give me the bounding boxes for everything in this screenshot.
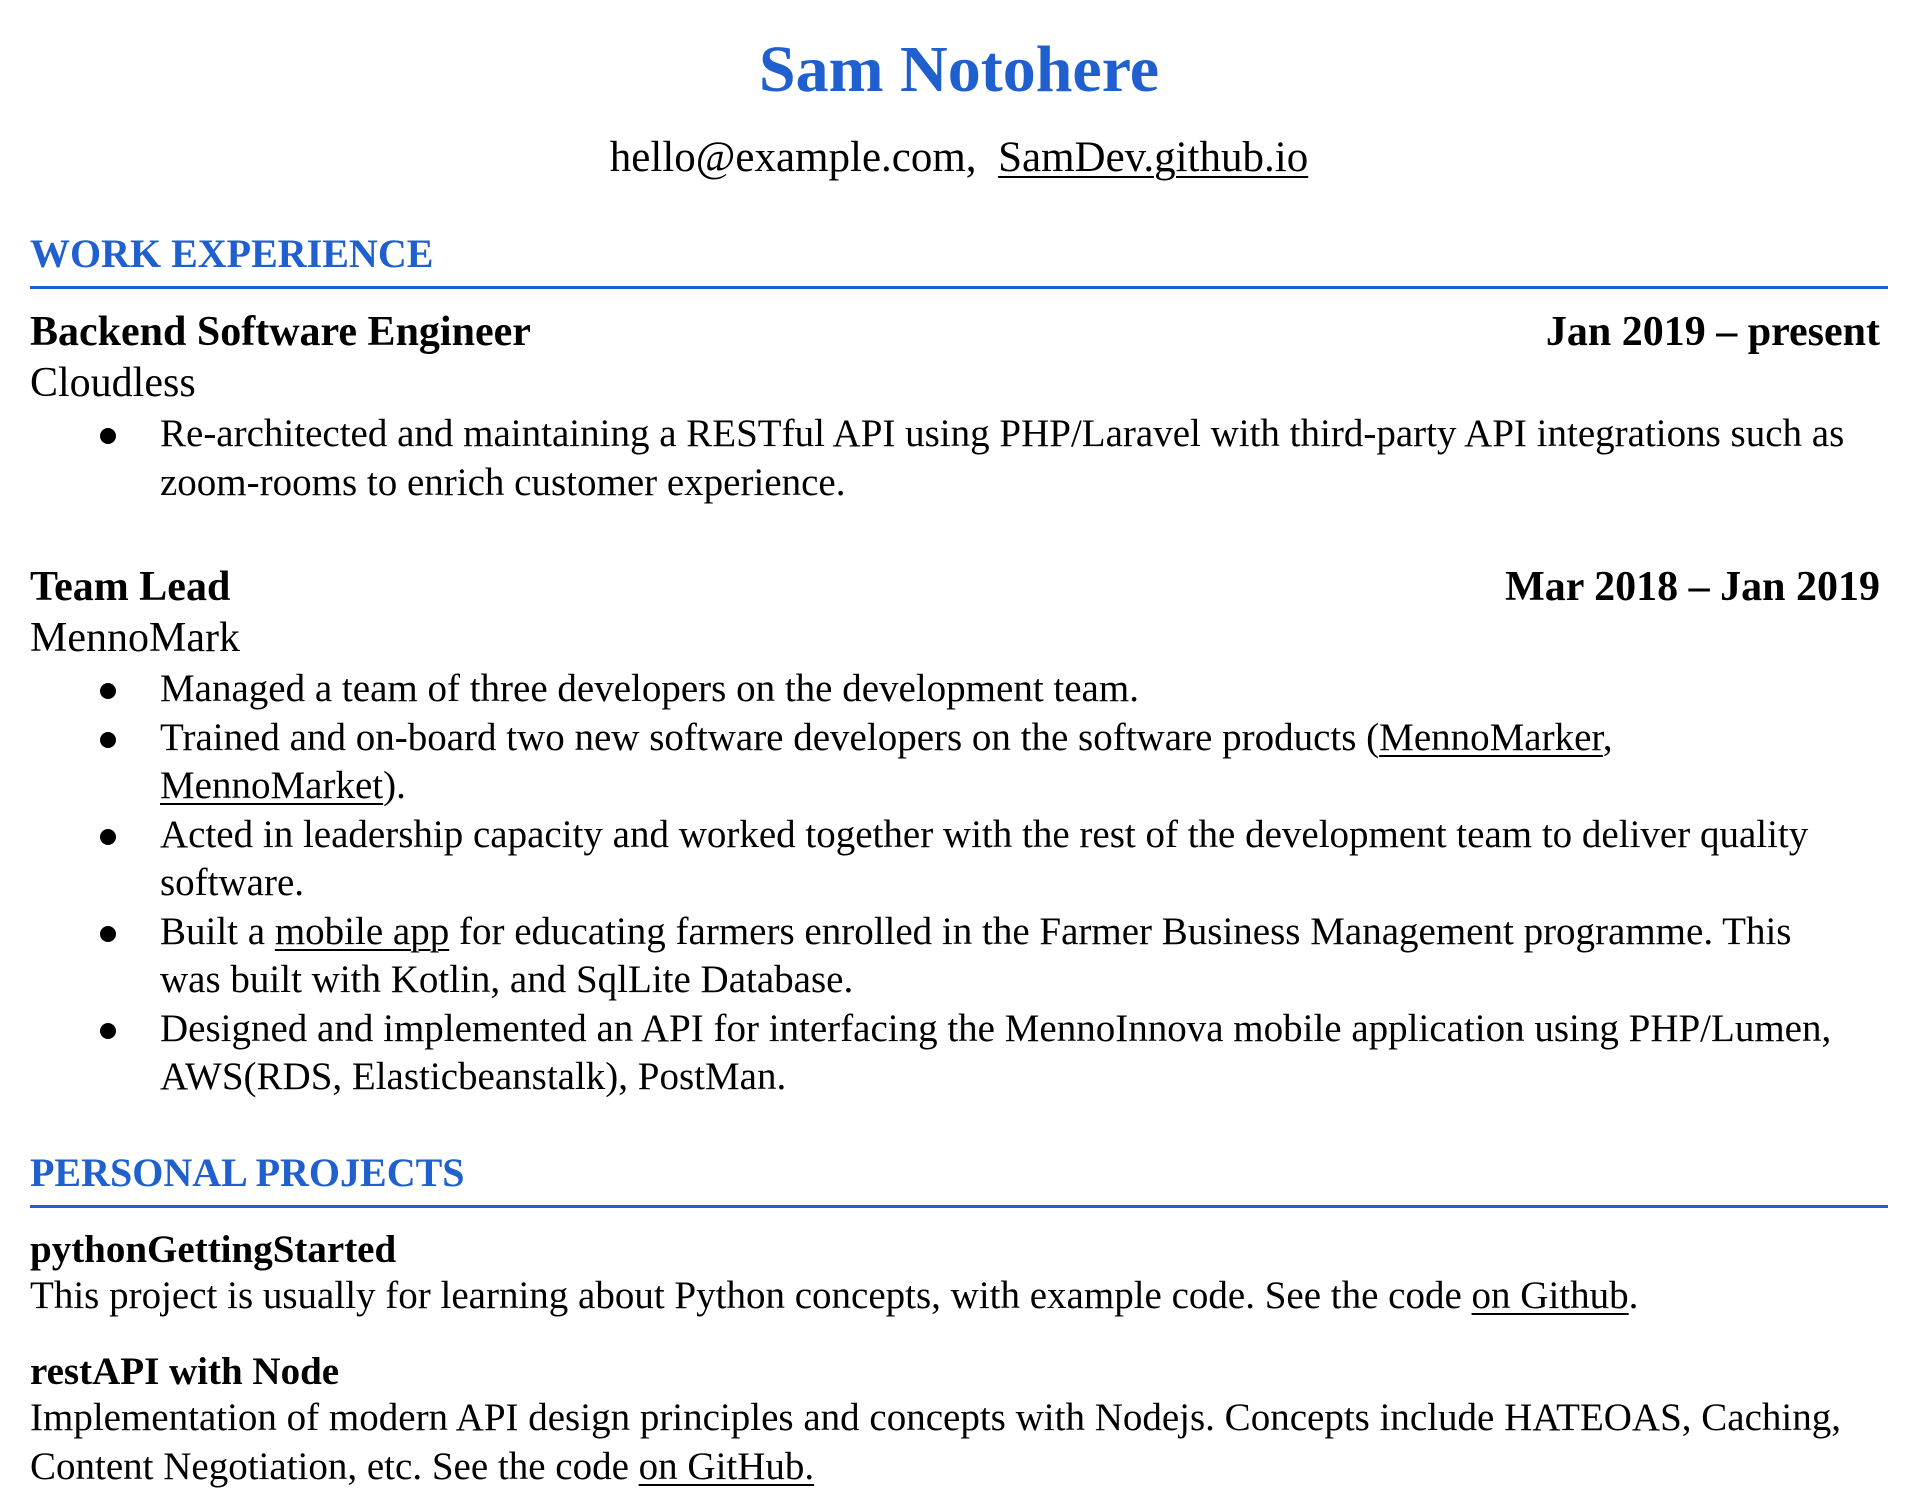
list-item — [30, 908, 1888, 1005]
project-title: pythonGettingStarted — [30, 1228, 397, 1271]
mobile-app-link[interactable]: mobile app — [274, 909, 450, 953]
mennomarket-link[interactable]: MennoMarket — [160, 764, 384, 807]
bullet-text: Managed a team of three developers on the development team. — [160, 667, 1139, 710]
job-title: Team Lead — [30, 564, 231, 610]
website-link[interactable]: SamDev.github.io — [998, 134, 1309, 181]
bullet-text: Re-architected and maintaining a RESTful API using PHP/Laravel with third-party API integrations such as zoom-rooms to enrich customer experience. — [160, 412, 1845, 504]
job-dates: Mar 2018 – Jan 2019 — [1505, 564, 1880, 610]
list-item — [30, 665, 1888, 714]
bullet-text: Trained and on-board two new software developers on the software products ( — [160, 715, 1380, 759]
github-link[interactable]: on Github — [1471, 1274, 1629, 1317]
bullet-icon — [100, 683, 116, 699]
list-item — [30, 410, 1888, 507]
job-bullet-list — [30, 410, 1888, 507]
project-title: restAPI with Node — [30, 1350, 340, 1393]
company-name: MennoMark — [30, 615, 240, 661]
list-item — [30, 811, 1888, 908]
contact-line — [30, 130, 1888, 186]
list-item — [30, 714, 1888, 811]
job-header-row — [30, 306, 1880, 358]
job-header-row — [30, 561, 1880, 613]
project-description-text: This project is usually for learning about Python concepts, with example code. See the code — [30, 1274, 1472, 1317]
candidate-name: Sam Notohere — [758, 33, 1160, 106]
company-name: Cloudless — [30, 360, 196, 406]
bullet-text: ). — [383, 764, 406, 807]
bullet-icon — [100, 428, 116, 444]
project-description — [30, 1394, 1860, 1491]
bullet-text: , — [1602, 715, 1613, 759]
section-heading-work-experience: WORK EXPERIENCE — [30, 228, 1888, 289]
email-text: hello@example.com, — [609, 134, 977, 181]
bullet-icon — [100, 926, 116, 942]
list-item — [30, 1005, 1888, 1102]
bullet-icon — [100, 829, 116, 845]
project-description-text: . — [1628, 1274, 1639, 1317]
mennomarker-link[interactable]: MennoMarker — [1379, 715, 1603, 759]
bullet-icon — [100, 732, 116, 748]
job-bullet-list — [30, 665, 1888, 1102]
bullet-text: Designed and implemented an API for interfacing the MennoInnova mobile application using PHP/Lumen, AWS(RDS, Elasticbeanstalk), PostMan. — [160, 1006, 1832, 1098]
project-description — [30, 1272, 1860, 1321]
job-dates: Jan 2019 – present — [1545, 309, 1880, 355]
github-link[interactable]: on GitHub. — [638, 1444, 815, 1488]
bullet-icon — [100, 1023, 116, 1039]
bullet-text: for educating farmers enrolled in the Farmer Business Management programme. This was built with Kotlin, and SqlLite Database. — [160, 909, 1792, 1001]
bullet-text: Acted in leadership capacity and worked together with the rest of the development team to deliver quality software. — [160, 812, 1809, 904]
job-title: Backend Software Engineer — [30, 309, 531, 355]
bullet-text: Built a — [160, 909, 275, 953]
project-description-text: Implementation of modern API design principles and concepts with Nodejs. Concepts include HATEOAS, Caching, Content Negotiation, etc. See the code — [30, 1396, 1842, 1488]
section-heading-personal-projects: PERSONAL PROJECTS — [30, 1147, 1888, 1208]
